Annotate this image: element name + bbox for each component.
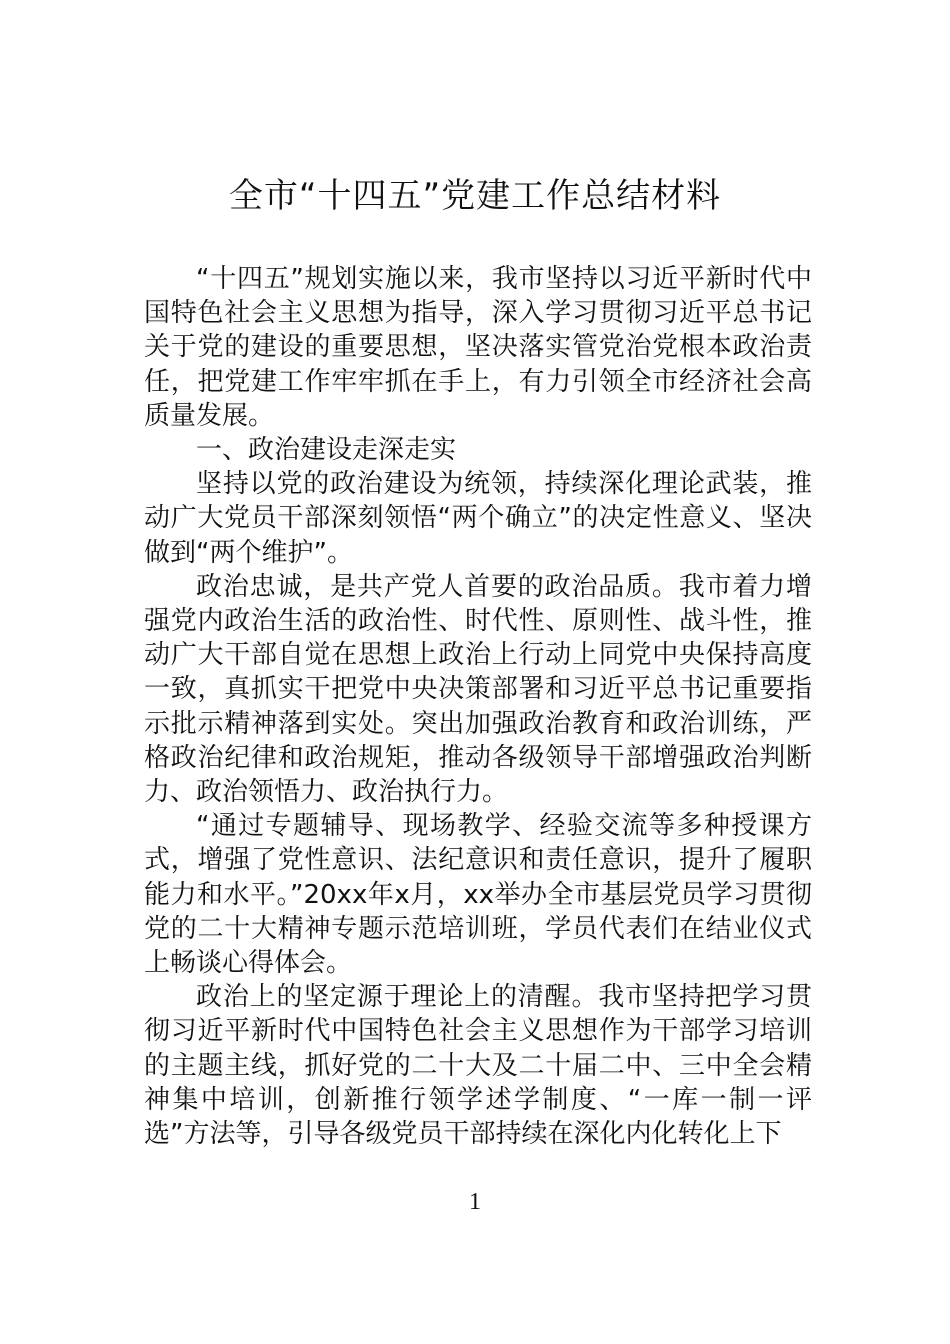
document-body bbox=[144, 262, 812, 1151]
section-heading: 一、政治建设走深走实 bbox=[196, 435, 457, 466]
paragraph: 坚持以党的政治建设为统领，持续深化理论武装，推动广大党员干部深刻领悟“两个确立”的决定性意义、坚决做到“两个维护”。 bbox=[144, 469, 812, 568]
page-number: 1 bbox=[469, 1189, 481, 1215]
paragraph-intro: “十四五”规划实施以来，我市坚持以习近平新时代中国特色社会主义思想为指导，深入学习贯彻习近平总书记关于党的建设的重要思想，坚决落实管党治党根本政治责任，把党建工作牢牢抓在手上，有力引领全市经济社会高质量发展。 bbox=[144, 264, 812, 431]
paragraph: 政治上的坚定源于理论上的清醒。我市坚持把学习贯彻习近平新时代中国特色社会主义思想作为干部学习培训的主题主线，抓好党的二十大及二十届二中、三中全会精神集中培训，创新推行领学述学制度、“一库一制一评选”方法等，引导各级党员干部持续在深化内化转化上下 bbox=[144, 982, 812, 1150]
paragraph: 政治忠诚，是共产党人首要的政治品质。我市着力增强党内政治生活的政治性、时代性、原则性、战斗性，推动广大干部自觉在思想上政治上行动上同党中央保持高度一致，真抓实干把党中央决策部署和习近平总书记重要指示批示精神落到实处。突出加强政治教育和政治训练，严格政治纪律和政治规矩，推动各级领导干部增强政治判断力、政治领悟力、政治执行力。 bbox=[144, 571, 812, 808]
paragraph-quote: “通过专题辅导、现场教学、经验交流等多种授课方式，增强了党性意识、法纪意识和责任意识，提升了履职能力和水平。”20xx年x月，xx举办全市基层党员学习贯彻党的二十大精神专题示范培训班，学员代表们在结业仪式上畅谈心得体会。 bbox=[144, 811, 812, 979]
document-title: 全市“十四五”党建工作总结材料 bbox=[228, 176, 722, 216]
